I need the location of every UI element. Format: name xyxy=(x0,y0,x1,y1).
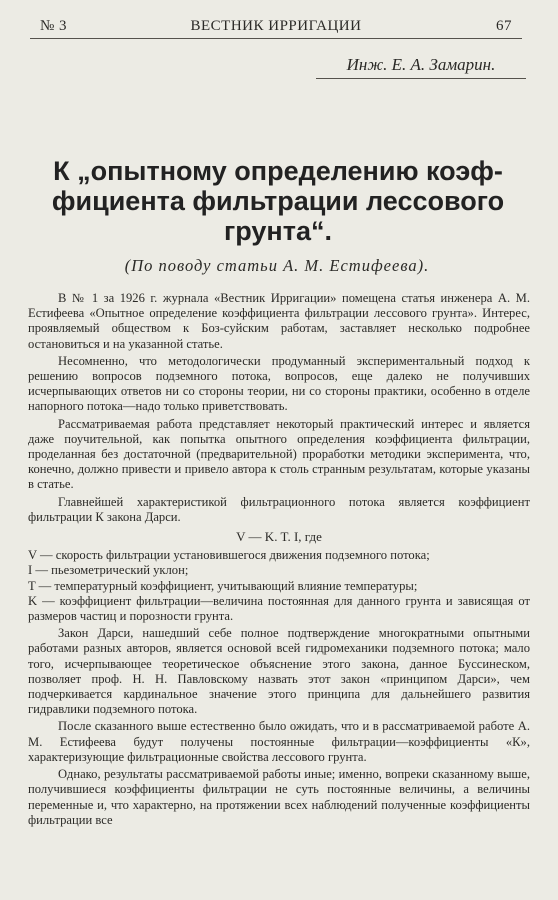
definition-v: V — скорость фильтрации установившегося движения подземного потока; xyxy=(28,548,430,563)
paragraph: После сказанного выше естественно было ожидать, что и в рассматриваемой работе А. М. Естифеева будут получены постоянные фильтрации—коэффициенты «К», характеризующие фильтрационные свойства лессового грунта. xyxy=(28,719,530,764)
paragraph: Рассматриваемая работа представляет некоторый практический интерес и является даже поучительной, как попытка опытного определения коэффициента фильтрации, проделанная без достаточной (предварительной) проработки методики эксперимента, что, конечно, должно привести и привело автора к столь странным результатам, которые указаны в статье. xyxy=(28,416,530,492)
paragraph: Несомненно, что методологически продуманный экспериментальный подход к решению вопросов подземного потока, вопросов, еще далеко не получивших исчерпывающих ответов ни со стороны теории, ни со стороны практики, особенно в отделе напорного потока—надо только приветствовать. xyxy=(28,353,530,414)
article-subtitle: (По поводу статьи А. М. Естифеева). xyxy=(124,256,430,275)
issue-number: № 3 xyxy=(40,18,68,34)
page-number: 67 xyxy=(496,18,512,34)
definition-t: T — температурный коэффициент, учитывающий влияние температуры; xyxy=(28,578,418,593)
definition-k: K — коэффициент фильтрации—величина постоянная для данного грунта и зависящая от размеров частиц и порозности грунта. xyxy=(28,593,530,624)
journal-title: ВЕСТНИК ИРРИГАЦИИ xyxy=(190,18,362,34)
paragraph: Главнейшей характеристикой фильтрационного потока является коэффициент фильтрации К закона Дарси. xyxy=(28,494,530,524)
running-header xyxy=(30,16,522,39)
paragraph: В № 1 за 1926 г. журнала «Вестник Ирригации» помещена статья инженера А. М. Естифеева «Опытное определение коэффициента фильтрации лессового грунта». Интерес, проявляемый обществом к Боз-суйским работам, заставляет несколько подробнее остановиться и на указанной статье. xyxy=(28,291,530,351)
darcy-formula: V — K. T. I, где xyxy=(236,529,322,545)
article-body xyxy=(28,291,530,830)
paragraph: Закон Дарси, нашедший себе полное подтверждение многократными опытными работами разных авторов, является основой всей гидромеханики подземного потока; мало того, исчерпывающее теоретическое объяснение этого закона, данное Буссинеском, позволяет проф. Н. Н. Павловскому назвать этот закон «принципом Дарси», чем подчеркивается кардинальное значение этого принципа для дальнейшего развития гидравлики подземного потока. xyxy=(28,626,530,717)
definition-i: I — пьезометрический уклон; xyxy=(28,563,189,578)
author-line: Инж. Е. А. Замарин. xyxy=(316,52,526,79)
article-title: К „опытному определению коэф- фициента фильтрации лессового грунта“. xyxy=(51,156,505,246)
paragraph: Однако, результаты рассматриваемой работы иные; именно, вопреки сказанному выше, получившиеся коэффициенты фильтрации не суть постоянные величины, а величины переменные и, что характерно, на протяжении всех наблюдений полученные коэффициенты фильтрации все xyxy=(28,767,530,827)
